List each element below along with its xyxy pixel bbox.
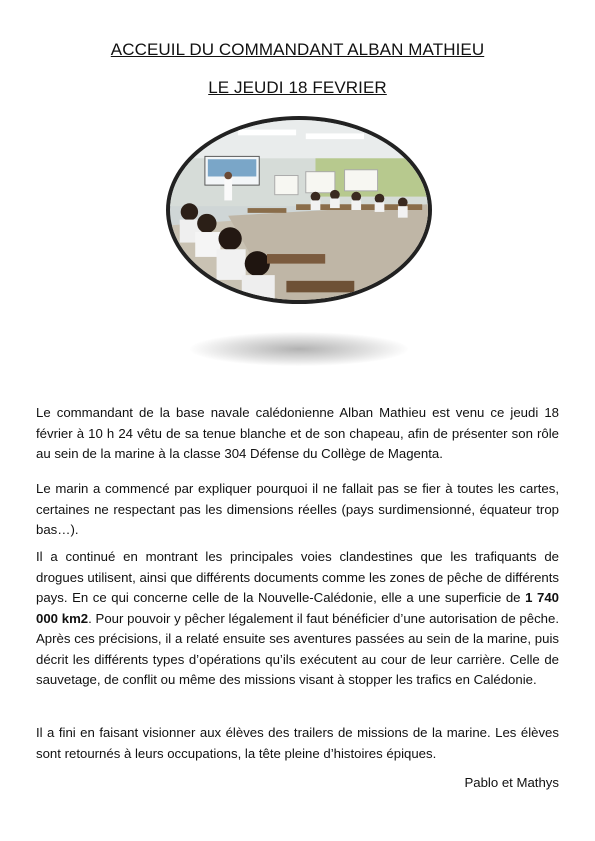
paragraph-3-part-a: Il a continué en montrant les principales voies clandestines que les trafiquants de drogues utilisent, ainsi que différents documents comme les zones de pêche de différents pays. En ce qui concerne celle de la Nouvelle-Calédonie, elle a une superficie de	[36, 549, 559, 605]
paragraph-1-text: Le commandant de la base navale calédonienne Alban Mathieu est venu ce jeudi 18 février à 10 h 24 vêtu de sa tenue blanche et de son chapeau, afin de présenter son rôle au sein de la marine à la classe 304 Défense du Collège de Magenta.	[36, 405, 559, 461]
paragraph-3-part-b: . Pour pouvoir y pêcher légalement il faut bénéficier d’une autorisation de pêche. Après ces précisions, il a relaté ensuite ses aventures passées au sein de la marine, puis décrit les différents types d’opérations qu’ils exécutent au cour de leur carrière. Celle de sauvetage, de conflit ou même des missions visant à stopper les trafics en Calédonie.	[36, 610, 559, 687]
paragraph-4-text: Il a fini en faisant visionner aux élèves des trailers de missions de la marine. Les élèves sont retournés à leurs occupations, la tête pleine d’histoires épiques.	[36, 725, 559, 761]
classroom-photo-icon	[170, 120, 428, 300]
paragraph-3	[36, 547, 559, 701]
area-value: 1 740 000 km2	[36, 590, 559, 626]
paragraph-3-text	[36, 547, 559, 691]
paragraph-2-text: Le marin a commencé par expliquer pourquoi il ne fallait pas se fier à toutes les cartes, certaines ne respectant pas les dimensions réelles (pays surdimensionné, équateur trop bas…).	[36, 481, 559, 537]
article-date: LE JEUDI 18 FEVRIER	[208, 78, 387, 97]
paragraph-2	[36, 479, 559, 551]
article-title: ACCEUIL DU COMMANDANT ALBAN MATHIEU	[110, 40, 485, 59]
paragraph-4	[36, 723, 559, 774]
signature: Pablo et Mathys	[464, 775, 559, 790]
paragraph-1	[36, 403, 559, 475]
photo-shadow	[190, 332, 408, 366]
classroom-photo	[166, 116, 432, 304]
